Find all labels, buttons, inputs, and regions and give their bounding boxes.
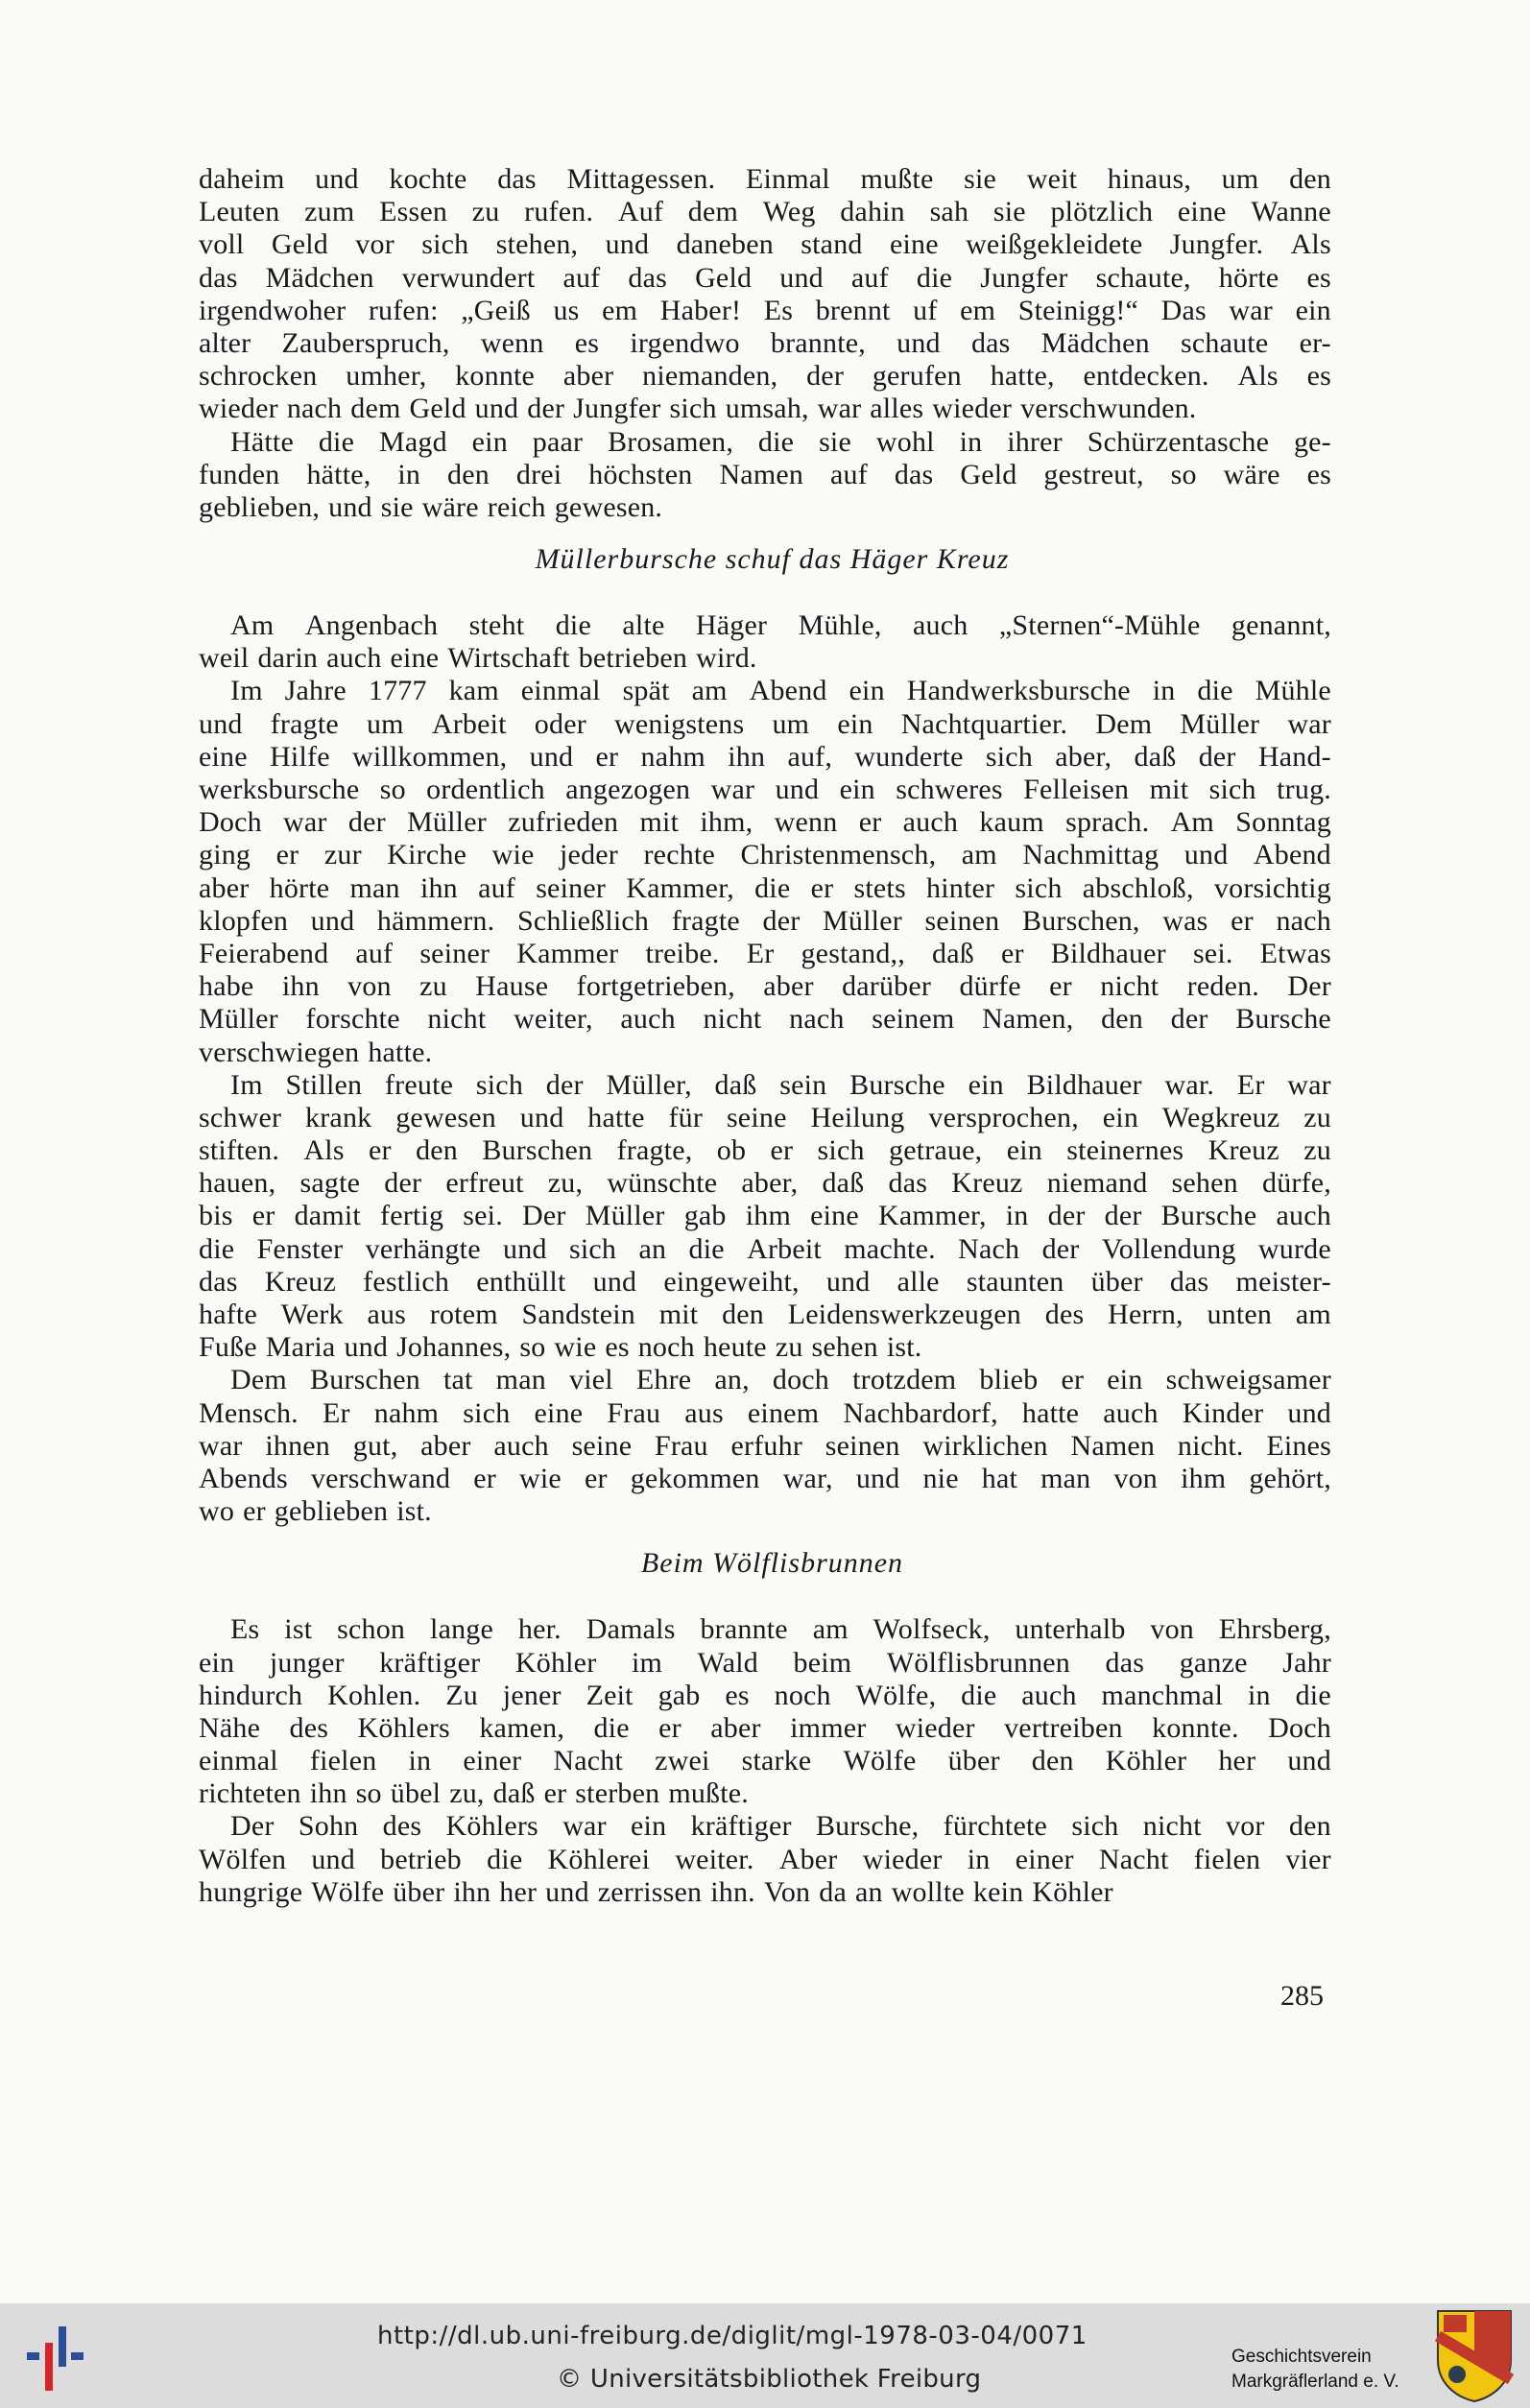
text-line: eine Hilfe willkommen, und er nahm ihn auf, wunderte sich aber, daß der Hand- [199,740,1331,773]
text-block-intro [199,163,1331,524]
text-line: das Kreuz festlich enthüllt und eingeweiht, und alle staunten über das meister- [199,1265,1331,1298]
paragraph [199,609,1331,675]
text-line: Fuße Maria und Johannes, so wie es noch heute zu sehen ist. [199,1331,922,1364]
paragraph [199,1810,1331,1909]
text-line: richteten ihn so übel zu, daß er sterben mußte. [199,1777,749,1810]
text-line: Mensch. Er nahm sich eine Frau aus einem Nachbardorf, hatte auch Kinder und [199,1396,1331,1429]
text-line: bis er damit fertig sei. Der Müller gab ihm eine Kammer, in der der Bursche auch [199,1200,1331,1232]
text-line: habe ihn von zu Hause fortgetrieben, aber darüber dürfe er nicht reden. Der [199,970,1331,1003]
text-line: Nähe des Köhlers kamen, die er aber immer wieder vertreiben konnte. Doch [199,1711,1331,1744]
text-line: Müller forschte nicht weiter, auch nicht nach seinem Namen, den der Bursche [199,1003,1331,1036]
text-line: daheim und kochte das Mittagessen. Einmal mußte sie weit hinaus, um den [199,163,1331,195]
text-line: wo er geblieben ist. [199,1495,432,1528]
section-heading-haeger-kreuz: Müllerbursche schuf das Häger Kreuz [535,543,1010,576]
text-line: Dem Burschen tat man viel Ehre an, doch trotzdem blieb er ein schweigsamer [230,1364,1331,1396]
text-line: einmal fielen in einer Nacht zwei starke Wölfe über den Köhler her und [199,1745,1331,1777]
text-line: Der Sohn des Köhlers war ein kräftiger Bursche, fürchtete sich nicht vor den [230,1810,1331,1843]
paragraph [199,1613,1331,1810]
text-line: schwer krank gewesen und hatte für seine Heilung versprochen, ein Wegkreuz zu [199,1101,1331,1133]
text-line: hungrige Wölfe über ihn her und zerrissen ihn. Von da an wollte kein Köhler [199,1875,1113,1908]
text-line: ging er zur Kirche wie jeder rechte Christenmensch, am Nachmittag und Abend [199,839,1331,871]
page-number: 285 [1280,1980,1324,2012]
text-line: Doch war der Müller zufrieden mit ihm, wenn er auch kaum sprach. Am Sonntag [199,806,1331,839]
section-heading-woelflisbrunnen: Beim Wölflisbrunnen [640,1547,904,1580]
text-line: Abends verschwand er wie er gekommen war, und nie hat man von ihm gehört, [199,1462,1331,1494]
text-line: Leuten zum Essen zu rufen. Auf dem Weg dahin sah sie plötzlich eine Wanne [199,196,1331,228]
copyright-text: © Universitätsbibliothek Freiburg [557,2365,982,2394]
text-line: Es ist schon lange her. Damals brannte am Wolfseck, unterhalb von Ehrsberg, [230,1613,1331,1646]
text-line: war ihnen gut, aber auch seine Frau erfuhr seinen wirklichen Namen nicht. Eines [199,1429,1331,1462]
text-line: voll Geld vor sich stehen, und daneben stand eine weißgekleidete Jungfer. Als [199,228,1331,261]
paragraph [199,1364,1331,1528]
text-line: aber hörte man ihn auf seiner Kammer, die er stets hinter sich abschloß, vorsichtig [199,871,1331,904]
text-line: geblieben, und sie wäre reich gewesen. [199,490,663,523]
society-name [1231,2345,1399,2395]
paragraph [199,163,1331,426]
text-column [199,163,1331,1909]
text-line: und fragte um Arbeit oder wenigstens um ein Nachtquartier. Dem Müller war [199,707,1331,740]
text-line: wieder nach dem Geld und der Jungfer sich umsah, war alles wieder verschwunden. [199,393,1197,425]
text-line: werksbursche so ordentlich angezogen war und ein schweres Felleisen mit sich trug. [199,774,1331,805]
ub-freiburg-logo-icon [19,2303,96,2408]
text-line: irgendwoher rufen: „Geiß us em Haber! Es brennt uf em Steinigg!“ Das war ein [199,294,1331,326]
text-line: die Fenster verhängte und sich an die Arbeit machte. Nach der Vollendung wurde [199,1232,1331,1265]
text-line: Wölfen und betrieb die Köhlerei weiter. Aber wieder in einer Nacht fielen vier [199,1843,1331,1875]
text-line: hauen, sagte der erfreut zu, wünschte aber, daß das Kreuz niemand sehen dürfe, [199,1167,1331,1200]
text-line: stiften. Als er den Burschen fragte, ob er sich getraue, ein steinernes Kreuz zu [199,1134,1331,1167]
text-line: alter Zauberspruch, wenn es irgendwo brannte, und das Mädchen schaute er- [199,326,1331,359]
text-line: Feierabend auf seiner Kammer treibe. Er gestand,, daß er Bildhauer sei. Etwas [199,937,1331,969]
paragraph [199,675,1331,1068]
society-name-line-1: Geschichtsverein [1231,2347,1372,2367]
text-block-woelflisbrunnen [199,1613,1331,1909]
paragraph [199,1069,1331,1365]
text-line: funden hätte, in den drei höchsten Namen auf das Geld gestreut, so wäre es [199,458,1331,490]
text-line: Im Jahre 1777 kam einmal spät am Abend ein Handwerksbursche in die Mühle [230,675,1331,707]
text-line: schrocken umher, konnte aber niemanden, der gerufen hatte, entdecken. Als es [199,360,1331,393]
text-line: ein junger kräftiger Köhler im Wald beim Wölflisbrunnen das ganze Jahr [199,1646,1331,1679]
text-line: Am Angenbach steht die alte Häger Mühle, auch „Sternen“-Mühle genannt, [230,609,1331,642]
society-name-line-2: Markgräflerland e. V. [1231,2372,1399,2392]
text-line: verschwiegen hatte. [199,1036,433,1068]
paragraph [199,426,1331,525]
text-block-haeger-kreuz [199,609,1331,1528]
coat-of-arms-icon [1434,2307,1515,2403]
permalink-url[interactable]: http://dl.ub.uni-freiburg.de/diglit/mgl-1978-03-04/0071 [377,2322,1088,2350]
text-line: klopfen und hämmern. Schließlich fragte der Müller seinen Burschen, was er nach [199,904,1331,937]
text-line: Hätte die Magd ein paar Brosamen, die sie wohl in ihrer Schürzentasche ge- [230,425,1331,458]
text-line: hindurch Kohlen. Zu jener Zeit gab es noch Wölfe, die auch manchmal in die [199,1679,1331,1711]
text-line: Im Stillen freute sich der Müller, daß sein Bursche ein Bildhauer war. Er war [230,1068,1331,1101]
text-line: das Mädchen verwundert auf das Geld und auf die Jungfer schaute, hörte es [199,261,1331,294]
text-line: weil darin auch eine Wirtschaft betrieben wird. [199,642,757,675]
text-line: hafte Werk aus rotem Sandstein mit den Leidenswerkzeugen des Herrn, unten am [199,1299,1331,1330]
